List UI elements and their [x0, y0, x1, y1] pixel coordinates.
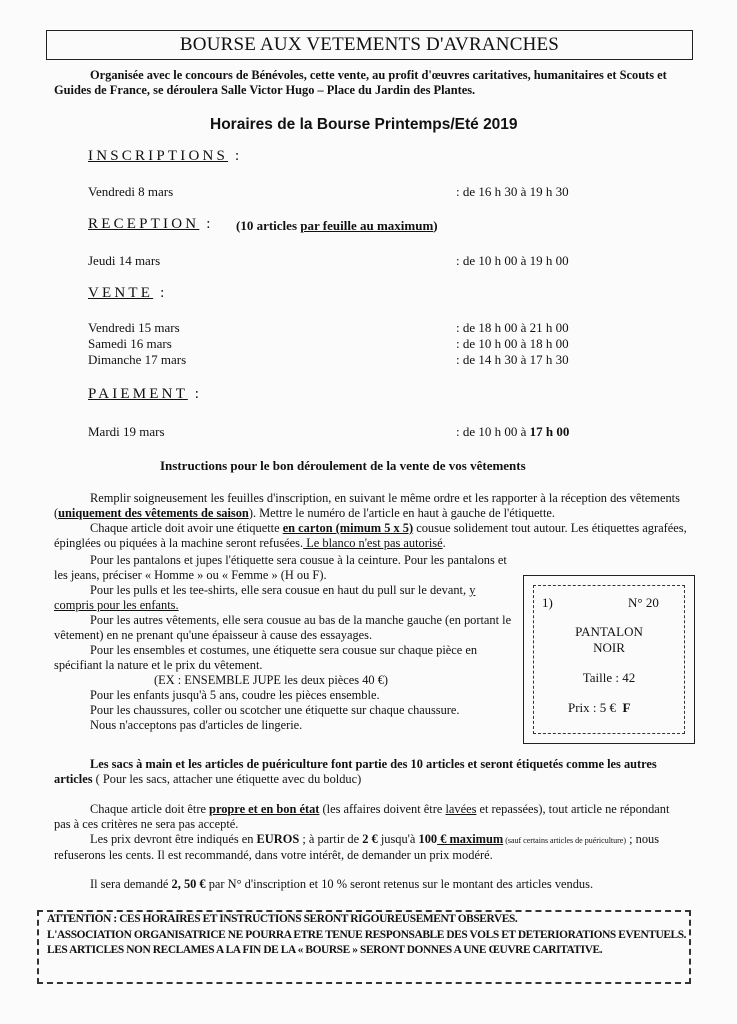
instr-p4: Pour les pulls et les tee-shirts, elle sera cousue en haut du pull sur le devant, y compris pour les enfants. — [54, 583, 476, 612]
attention-line-1: ATTENTION : CES HORAIRES ET INSTRUCTIONS SERONT RIGOUREUSEMENT OBSERVES. — [47, 913, 518, 925]
intro-place: Salle Victor Hugo – Place du Jardin des Plantes. — [221, 83, 476, 97]
attention-line-2: L'ASSOCIATION ORGANISATRICE NE POURRA ETRE TENUE RESPONSABLE DES VOLS ET DETERIORATIONS EVENTUELS. — [47, 928, 687, 941]
instr-p14: Il sera demandé 2, 50 € par N° d'inscription et 10 % seront retenus sur le montant des articles vendus. — [90, 877, 594, 891]
instructions-block-bottom — [54, 757, 689, 892]
label-gender: F — [622, 700, 631, 715]
label-price: Prix : 5 € F — [568, 700, 631, 715]
instructions-heading: Instructions pour le bon déroulement de la vente de vos vêtements — [160, 458, 526, 473]
attention-box — [37, 910, 691, 984]
instr-p6: Pour les ensembles et costumes, une étiquette sera cousue sur chaque pièce en spécifiant la nature et le prix du vêtement. — [54, 643, 478, 672]
section-paiement-heading: PAIEMENT : — [88, 386, 203, 402]
vente-day-3: Dimanche 17 mars — [88, 352, 187, 367]
example-label-inner — [533, 585, 685, 734]
instructions-block-left — [54, 553, 514, 733]
example-label — [523, 575, 695, 744]
instr-p9: Pour les chaussures, coller ou scotcher une étiquette sur chaque chaussure. — [90, 703, 460, 717]
paiement-day: Mardi 19 mars — [88, 424, 165, 439]
instr-p3: Pour les pantalons et jupes l'étiquette sera cousue à la ceinture. Pour les pantalons et les jeans, préciser « Homme » ou « Femme » (H ou F). — [54, 553, 507, 582]
instr-p13: Les prix devront être indiqués en EUROS ; à partir de 2 € jusqu'à 100 € maximum (sauf certains articles de puériculture) ; nous refuserons les cents. Il est recommandé, dans votre intérêt, de demander un prix modéré. — [54, 832, 660, 862]
vente-time-3: : de 14 h 30 à 17 h 30 — [456, 352, 569, 367]
attention-line-3: LES ARTICLES NON RECLAMES A LA FIN DE LA « BOURSE » SERONT DONNES A UNE ŒUVRE CARITATIVE. — [47, 944, 603, 956]
label-item-line2: NOIR — [593, 640, 625, 655]
instr-p2: Chaque article doit avoir une étiquette en carton (mimum 5 x 5) cousue solidement tout autour. Les étiquettes agrafées, épinglées ou piquées à la machine seront refusées. Le blanco n'est pas autorisé. — [54, 521, 687, 550]
instr-p5: Pour les autres vêtements, elle sera cousue au bas de la manche gauche (en portant le vêtement) en ne prenant qu'une épaisseur à cause des essayages. — [54, 613, 512, 642]
instr-p10: Nous n'acceptons pas d'articles de lingerie. — [90, 718, 303, 732]
document-title: BOURSE AUX VETEMENTS D'AVRANCHES — [179, 34, 560, 55]
inscriptions-day: Vendredi 8 mars — [88, 184, 174, 199]
label-no: N° 20 — [628, 595, 659, 610]
label-item-line1: PANTALON — [575, 624, 643, 639]
label-number: 1) — [542, 595, 553, 610]
reception-note: (10 articles par feuille au maximum) — [236, 218, 438, 233]
instructions-block-top — [54, 491, 689, 551]
vente-day-2: Samedi 16 mars — [88, 336, 172, 351]
section-inscriptions-heading: INSCRIPTIONS : — [88, 148, 243, 164]
label-size: Taille : 42 — [582, 670, 636, 685]
vente-day-1: Vendredi 15 mars — [88, 320, 180, 335]
intro-text: Organisée avec le concours de Bénévoles, cette vente, au profit d'œuvres caritatives, humanitaires et Scouts et Guides de France, se déroulera — [54, 68, 667, 97]
instr-p12: Chaque article doit être propre et en bon état (les affaires doivent être lavées et repassées), tout article ne répondant pas à ces critères ne sera pas accepté. — [54, 802, 670, 831]
section-reception-heading: RECEPTION : — [88, 216, 214, 232]
instr-p1: Remplir soigneusement les feuilles d'inscription, en suivant le même ordre et les rapporter à la réception des vêtements (uniquement des vêtements de saison). Mettre le numéro de l'article en haut à gauche de l'étiquette. — [54, 491, 680, 520]
vente-time-2: : de 10 h 00 à 18 h 00 — [456, 336, 569, 351]
paiement-time: : de 10 h 00 à 17 h 00 — [456, 424, 570, 439]
vente-time-1: : de 18 h 00 à 21 h 00 — [456, 320, 569, 335]
reception-day: Jeudi 14 mars — [88, 253, 161, 268]
reception-time: : de 10 h 00 à 19 h 00 — [456, 253, 569, 268]
instr-p8: Pour les enfants jusqu'à 5 ans, coudre les pièces ensemble. — [90, 688, 380, 702]
document-title-box — [46, 30, 693, 60]
instr-p7: (EX : ENSEMBLE JUPE les deux pièces 40 €) — [154, 673, 389, 687]
section-vente-heading: VENTE : — [88, 285, 168, 301]
schedule-subtitle: Horaires de la Bourse Printemps/Eté 2019 — [210, 116, 518, 133]
intro-paragraph — [54, 68, 699, 98]
instr-p11: Les sacs à main et les articles de puériculture font partie des 10 articles et seront étiquetés comme les autres articles ( Pour les sacs, attacher une étiquette avec du bolduc) — [54, 757, 657, 786]
inscriptions-time: : de 16 h 30 à 19 h 30 — [456, 184, 569, 199]
